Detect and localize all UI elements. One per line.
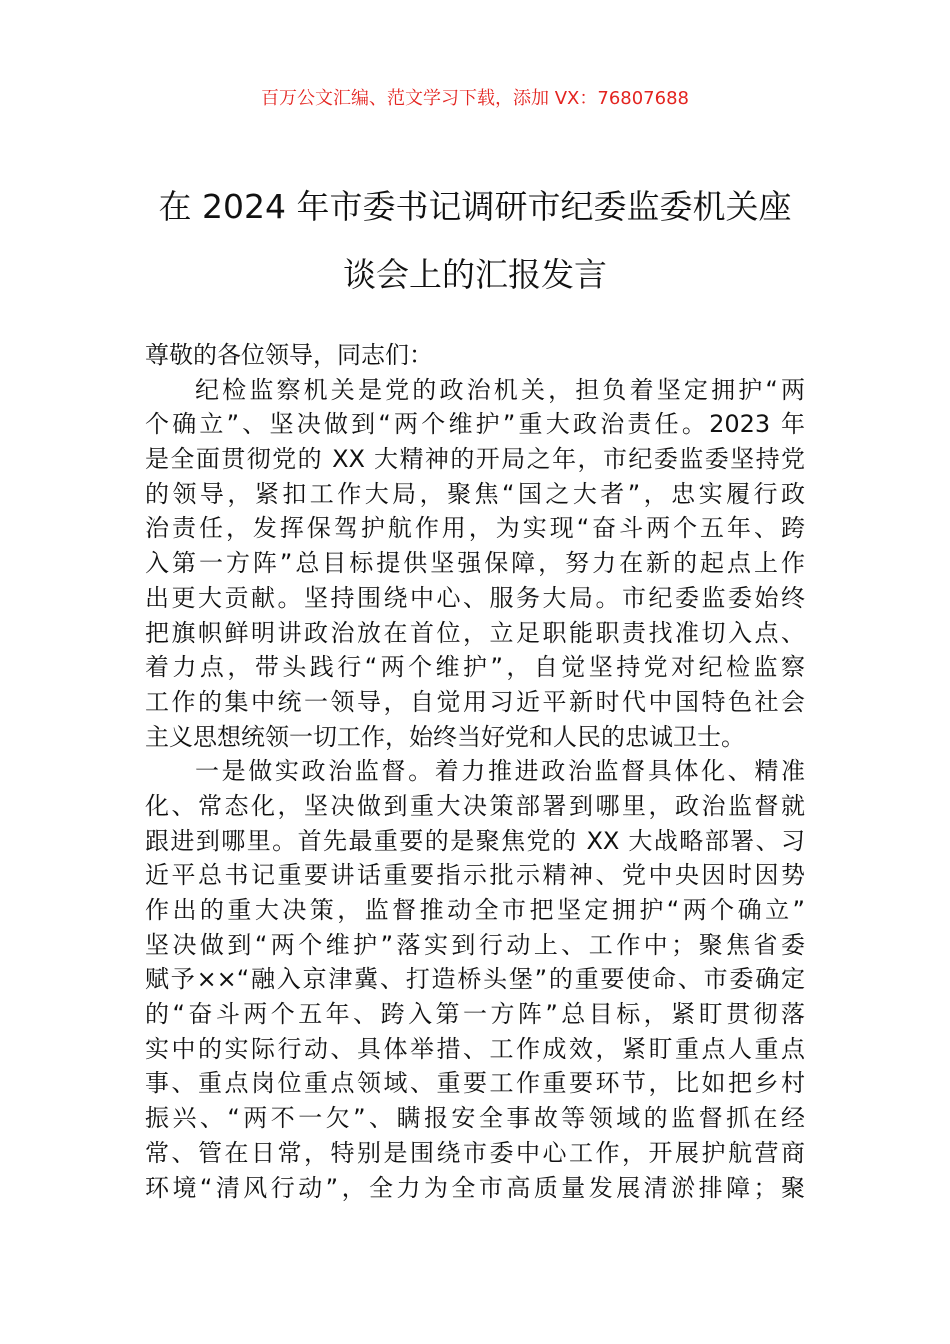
paragraph-line: 入第一方阵”总目标提供坚强保障，努力在新的起点上作 (145, 549, 805, 578)
paragraph-line: 振兴、“两不一欠”、瞒报安全事故等领域的监督抓在经 (145, 1104, 805, 1133)
paragraph-line: 事、重点岗位重点领域、重要工作重要环节，比如把乡村 (145, 1069, 805, 1098)
paragraph-line: 实中的实际行动、具体举措、工作成效，紧盯重点人重点 (145, 1034, 805, 1063)
document-title-line-1: 在 2024 年市委书记调研市纪委监委机关座 (158, 187, 792, 226)
paragraph-line: 个确立”、坚决做到“两个维护”重大政治责任。2023 年 (145, 410, 805, 439)
document-body (145, 338, 805, 1205)
paragraph-line: 环境“清风行动”，全力为全市高质量发展清淤排障；聚 (145, 1173, 805, 1202)
paragraph-line: 常、管在日常，特别是围绕市委中心工作，开展护航营商 (145, 1138, 805, 1167)
paragraph-line: 作出的重大决策，监督推动全市把坚定拥护“两个确立” (145, 896, 805, 924)
paragraph-line: 赋予××“融入京津冀、打造桥头堡”的重要使命、市委确定 (145, 965, 805, 994)
paragraph-line: 化、常态化，坚决做到重大决策部署到哪里，政治监督就 (145, 791, 805, 820)
paragraph-line: 治责任，发挥保驾护航作用，为实现“奋斗两个五年、跨 (145, 514, 805, 543)
paragraph-line: 把旗帜鲜明讲政治放在首位，立足职能职责找准切入点、 (145, 618, 805, 647)
paragraph-line: 是全面贯彻党的 XX 大精神的开局之年，市纪委监委坚持党 (145, 445, 805, 474)
paragraph-line: 出更大贡献。坚持围绕中心、服务大局。市纪委监委始终 (145, 583, 805, 612)
paragraph-line: 纪检监察机关是党的政治机关，担负着坚定拥护“两 (195, 375, 805, 404)
paragraph-line: 近平总书记重要讲话重要指示批示精神、党中央因时因势 (145, 861, 805, 890)
paragraph-line: 坚决做到“两个维护”落实到行动上、工作中；聚焦省委 (145, 930, 805, 959)
paragraph-line: 的“奋斗两个五年、跨入第一方阵”总目标，紧盯贯彻落 (145, 1000, 805, 1029)
paragraph-line: 跟进到哪里。首先最重要的是聚焦党的 XX 大战略部署、习 (145, 826, 805, 855)
paragraph-line: 一是做实政治监督。着力推进政治监督具体化、精准 (195, 757, 805, 786)
paragraph-line: 着力点，带头践行“两个维护”，自觉坚持党对纪检监察 (145, 653, 805, 682)
paragraph-line: 工作的集中统一领导，自觉用习近平新时代中国特色社会 (145, 687, 805, 716)
salutation: 尊敬的各位领导，同志们： (145, 341, 433, 369)
document-title-line-2: 谈会上的汇报发言 (343, 255, 607, 294)
watermark-header: 百万公文汇编、范文学习下载，添加 VX：76807688 (261, 88, 689, 109)
paragraph-line: 主义思想统领一切工作，始终当好党和人民的忠诚卫士。 (145, 722, 745, 751)
paragraph-line: 的领导，紧扣工作大局，聚焦“国之大者”，忠实履行政 (145, 479, 805, 508)
